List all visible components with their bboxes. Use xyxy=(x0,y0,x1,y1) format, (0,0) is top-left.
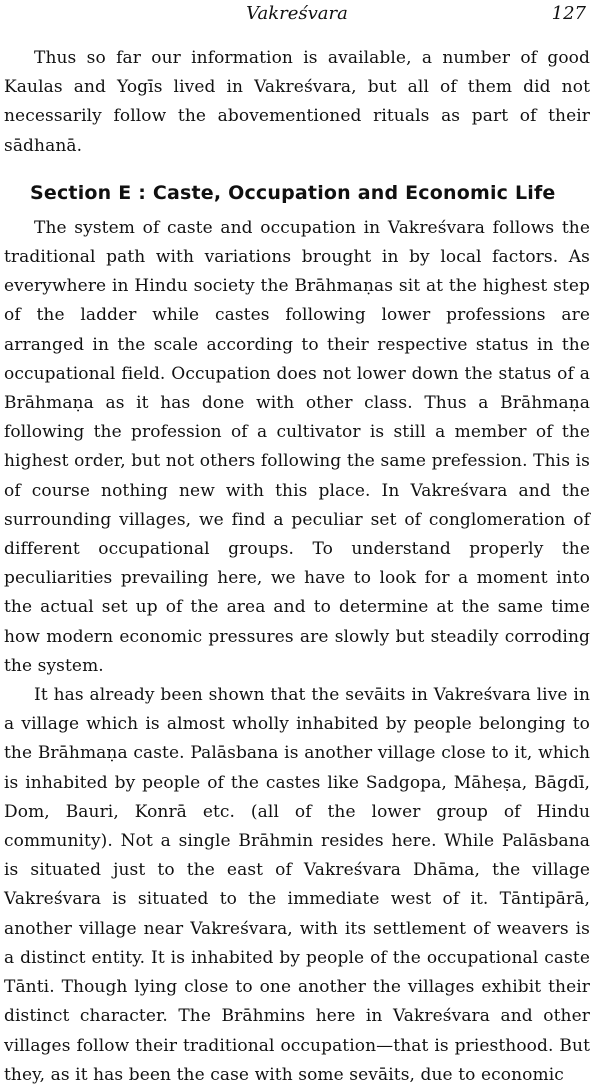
paragraph-villages: It has already been shown that the sevāits in Vakreśvara live in a village which is almost wholly inhabited by people belonging to the Brāhmaṇa caste. Palāsbana is another village close to it, which is inhabited by people of the castes like Sadgopa, Māheṣa, Bāgdī, Dom, Bauri, Konrā etc. (all of the lower group of Hindu community). Not a single Brāhmin resides here. While Palāsbana is situated just to the east of Vakreśvara Dhāma, the village Vakreśvara is situated to the immediate west of it. Tāntipārā, another village near Vakreśvara, with its settlement of weavers is a distinct entity. It is inhabited by people of the occupational caste Tānti. Though lying close to one another the villages exhibit their distinct character. The Brāhmins here in Vakreśvara and other villages follow their traditional occupation—that is priesthood. But they, as it has been the case with some sevāits, due to economic xyxy=(4,685,590,1085)
section-heading: Section E : Caste, Occupation and Economic Life xyxy=(30,181,556,204)
paragraph-intro: Thus so far our information is available, a number of good Kaulas and Yogīs lived in Vakreśvara, but all of them did not necessarily follow the abovementioned rituals as part of their sādhanā. xyxy=(4,48,590,156)
running-title: Vakreśvara xyxy=(246,3,348,24)
paragraph-caste-system: The system of caste and occupation in Vakreśvara follows the traditional path with variations brought in by local factors. As everywhere in Hindu society the Brāhmaṇas sit at the highest step of the ladder while castes following lower professions are arranged in the scale according to their respective status in the occupational field. Occupation does not lower down the status of a Brāhmaṇa as it has done with other class. Thus a Brāhmaṇa following the profession of a cultivator is still a member of the highest order, but not others following the same prefession. This is of course nothing new with this place. In Vakreśvara and the surrounding villages, we find a peculiar set of conglomeration of different occupational groups. To understand properly the peculiarities prevailing here, we have to look for a moment into the actual set up of the area and to determine at the same time how modern economic pressures are slowly but steadily corroding the system. xyxy=(4,217,590,676)
page-header xyxy=(4,0,590,34)
page-number: 127 xyxy=(551,3,586,24)
